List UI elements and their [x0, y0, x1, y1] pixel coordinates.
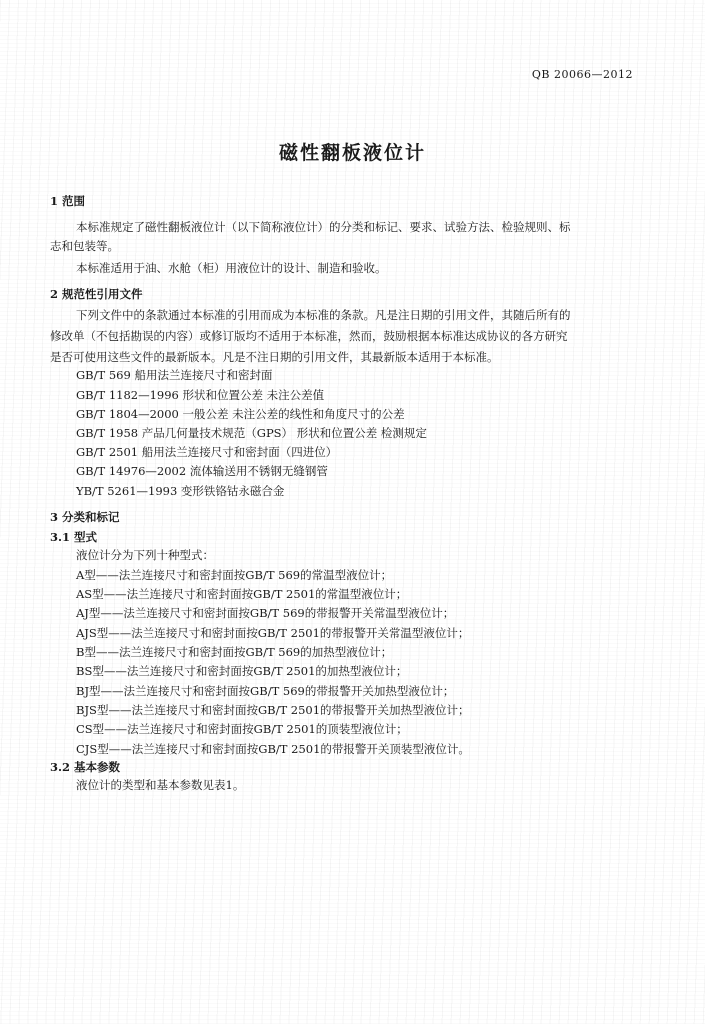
type-item: CS型——法兰连接尺寸和密封面按GB/T 2501的顶装型液位计； — [76, 722, 408, 736]
type-item: BJS型——法兰连接尺寸和密封面按GB/T 2501的带报警开关加热型液位计； — [76, 703, 470, 717]
section-3-1-heading: 3.1 型式 — [50, 530, 98, 544]
reference-item: GB/T 1182—1996 形状和位置公差 未注公差值 — [76, 388, 325, 402]
document-title: 磁性翻板液位计 — [278, 142, 426, 164]
type-item: BJ型——法兰连接尺寸和密封面按GB/T 569的带报警开关加热型液位计； — [76, 684, 455, 698]
section-1-paragraph-line: 志和包装等。 — [50, 239, 119, 253]
reference-item: GB/T 1804—2000 一般公差 未注公差的线性和角度尺寸的公差 — [76, 407, 405, 421]
type-item: B型——法兰连接尺寸和密封面按GB/T 569的加热型液位计； — [76, 645, 393, 659]
type-item: CJS型——法兰连接尺寸和密封面按GB/T 2501的带报警开关顶装型液位计。 — [76, 742, 470, 756]
type-item: AJ型——法兰连接尺寸和密封面按GB/T 569的带报警开关常温型液位计； — [76, 606, 455, 620]
type-item: AS型——法兰连接尺寸和密封面按GB/T 2501的常温型液位计； — [76, 587, 408, 601]
section-2-paragraph-line: 是否可使用这些文件的最新版本。凡是不注日期的引用文件，其最新版本适用于本标准。 — [50, 350, 499, 364]
reference-item: GB/T 569 船用法兰连接尺寸和密封面 — [76, 368, 273, 382]
section-3-heading: 3 分类和标记 — [50, 510, 120, 524]
section-1-heading: 1 范围 — [50, 194, 86, 208]
section-2-heading: 2 规范性引用文件 — [50, 287, 143, 301]
type-item: BS型——法兰连接尺寸和密封面按GB/T 2501的加热型液位计； — [76, 664, 408, 678]
section-3-2-text: 液位计的类型和基本参数见表1。 — [76, 778, 245, 792]
type-item: AJS型——法兰连接尺寸和密封面按GB/T 2501的带报警开关常温型液位计； — [76, 626, 470, 640]
reference-item: YB/T 5261—1993 变形铁铬钴永磁合金 — [76, 484, 285, 498]
section-2-paragraph-line: 修改单（不包括勘误的内容）或修订版均不适用于本标准，然而，鼓励根据本标准达成协议的各方研究 — [50, 329, 568, 343]
section-3-2-heading: 3.2 基本参数 — [50, 760, 121, 774]
reference-item: GB/T 14976—2002 流体输送用不锈钢无缝钢管 — [76, 464, 328, 478]
reference-item: GB/T 1958 产品几何量技术规范（GPS） 形状和位置公差 检测规定 — [76, 426, 427, 440]
type-item: A型——法兰连接尺寸和密封面按GB/T 569的常温型液位计； — [76, 568, 393, 582]
section-3-1-intro: 液位计分为下列十种型式： — [76, 548, 214, 562]
section-1-paragraph-line: 本标准规定了磁性翻板液位计（以下简称液位计）的分类和标记、要求、试验方法、检验规则、标 — [76, 220, 571, 234]
document-code: QB 20066—2012 — [531, 68, 633, 81]
section-2-paragraph-line: 下列文件中的条款通过本标准的引用而成为本标准的条款。凡是注日期的引用文件，其随后所有的 — [76, 308, 571, 322]
section-1-paragraph: 本标准适用于油、水舱（柜）用液位计的设计、制造和验收。 — [76, 261, 387, 275]
reference-item: GB/T 2501 船用法兰连接尺寸和密封面（四进位） — [76, 445, 338, 459]
